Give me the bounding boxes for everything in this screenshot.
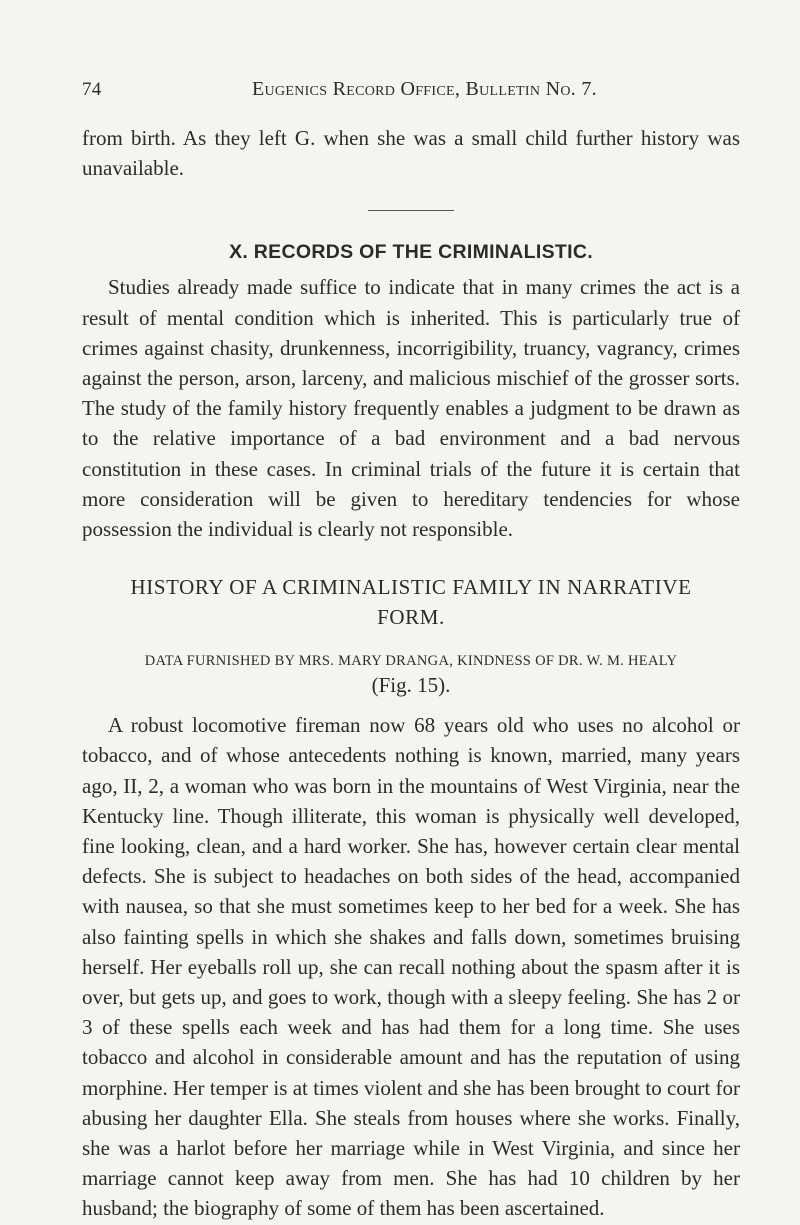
page-number: 74 <box>82 79 102 100</box>
data-credit: DATA FURNISHED BY MRS. MARY DRANGA, KINDNESS OF DR. W. M. HEALY <box>144 653 678 670</box>
figure-reference: (Fig. 15). <box>371 673 451 698</box>
running-header <box>82 78 740 101</box>
narrative-paragraph: A robust locomotive fireman now 68 years old who uses no alcohol or tobacco, and of whose antecedents nothing is known, married, many years ago, II, 2, a woman who was born in the mountains of West Virginia, near the Kentucky line. Though illiterate, this woman is physically well developed, fine looking, clean, and a hard worker. She has, however certain clear mental defects. She is subject to headaches on both sides of the head, accompanied with nausea, so that she must sometimes keep to her bed for a week. She has also fainting spells in which she shakes and falls down, sometimes bruising herself. Her eyeballs roll up, she can recall nothing about the spasm after it is over, but gets up, and goes to work, though with a sleepy feeling. She has 2 or 3 of these spells each week and has had them for a long time. She uses tobacco and alcohol in considerable amount and has the reputation of using morphine. Her temper is at times violent and she has been brought to court for abusing her daughter Ella. She steals from houses where she works. Finally, she was a harlot before her marriage while in West Virginia, and since her marriage cannot keep away from men. She has had 10 children by her husband; the biography of some of them has been ascertained. <box>82 713 740 1221</box>
section-divider <box>368 210 454 211</box>
subsection-heading: HISTORY OF A CRIMINALISTIC FAMILY IN NARRATIVE FORM. <box>130 575 692 630</box>
continuation-paragraph: from birth. As they left G. when she was a small child further history was unavailable. <box>82 126 740 181</box>
section-heading: X. RECORDS OF THE CRIMINALISTIC. <box>229 241 593 264</box>
document-page <box>82 78 740 1224</box>
running-title: Eugenics Record Office, Bulletin No. 7. <box>252 78 597 100</box>
section-paragraph: Studies already made suffice to indicate that in many crimes the act is a result of mental condition which is inherited. This is particularly true of crimes against chasity, drunkenness, incorrigibility, truancy, vagrancy, crimes against the person, arson, larceny, and malicious mischief of the grosser sorts. The study of the family history frequently enables a judgment to be drawn as to the relative importance of a bad environment and a bad nervous constitution in these cases. In criminal trials of the future it is certain that more consideration will be given to hereditary tendencies for whose possession the individual is clearly not responsible. <box>82 275 740 542</box>
